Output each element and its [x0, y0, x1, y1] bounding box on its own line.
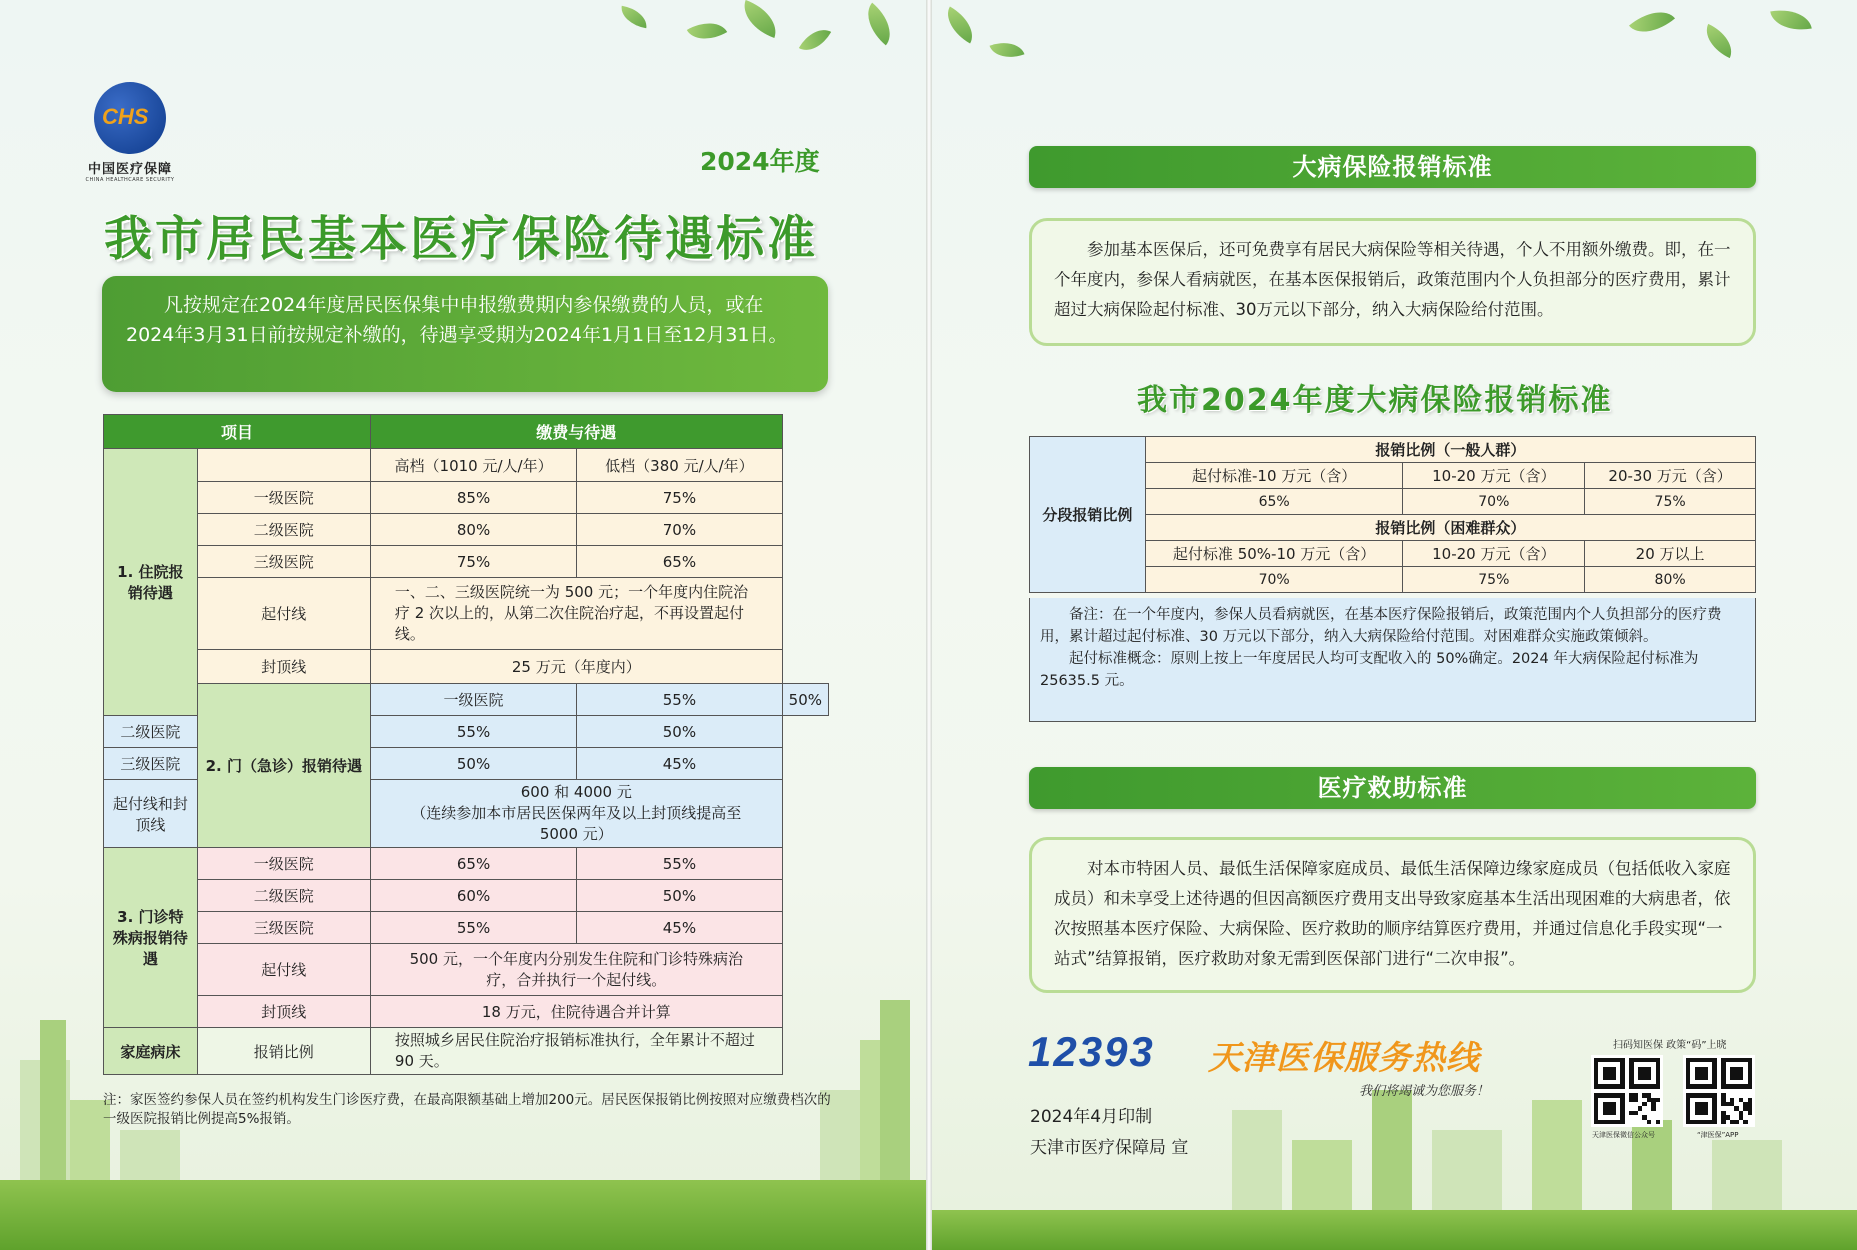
leaf-decoration: [799, 22, 831, 58]
chs-logo: [80, 82, 180, 183]
row-item: 起付线: [197, 944, 370, 996]
leaf-decoration: [939, 6, 981, 43]
row-item: 封顶线: [197, 996, 370, 1028]
row-low: 45%: [577, 912, 782, 944]
needy-header: 报销比例（困难群众）: [1145, 515, 1755, 541]
leaf-decoration: [1699, 24, 1739, 58]
chs-logo-mark: CHS: [94, 82, 166, 154]
row-high: 65%: [370, 848, 576, 880]
intro-text: 凡按规定在2024年度居民医保集中申报缴费期内参保缴费的人员，或在2024年3月31日前按规定补缴的，待遇享受期为2024年1月1日至12月31日。: [126, 294, 788, 346]
medical-assistance-text: 对本市特困人员、最低生活保障家庭成员、最低生活保障边缘家庭成员（包括低收入家庭成员）和未享受上述待遇的但因高额医疗费用支出导致家庭基本生活出现困难的大病患者，依次按照基本医疗保险、大病保险、医疗救助的顺序结算医疗费用，并通过信息化手段实现“一站式”结算报销，医疗救助对象无需到医保部门进行“二次申报”。: [1054, 859, 1731, 968]
row-item: 一级医院: [197, 482, 370, 514]
leaf-decoration: [1770, 5, 1812, 35]
critical-illness-text: 参加基本医保后，还可免费享有居民大病保险等相关待遇，个人不用额外缴费。即，在一个年度内，参保人看病就医，在基本医保报销后，政策范围内个人负担部分的医疗费用，累计超过大病保险起付标准、30万元以下部分，纳入大病保险给付范围。: [1054, 240, 1731, 319]
home-value: 按照城乡居民住院治疗报销标准执行，全年累计不超过90 天。: [370, 1028, 782, 1075]
row-item: 起付线: [197, 578, 370, 650]
leaf-decoration: [1629, 0, 1675, 44]
qr-caption: 扫码知医保 政策“码”上晓: [1613, 1040, 1727, 1051]
category-home: 家庭病床: [104, 1028, 198, 1075]
page-title: 我市居民基本医疗保险待遇标准: [104, 211, 819, 267]
row-high: 55%: [370, 912, 576, 944]
qr-code-icon: [1591, 1055, 1663, 1127]
general-range: 起付标准-10 万元（含）: [1145, 463, 1403, 489]
left-page: [0, 0, 926, 1250]
category-outpatient: 2. 门（急诊）报销待遇: [197, 684, 370, 848]
needy-rate: 80%: [1585, 567, 1756, 593]
qr2-label: “津医保”APP: [1697, 1131, 1739, 1139]
row-low: 50%: [577, 880, 782, 912]
general-header: 报销比例（一般人群）: [1145, 437, 1755, 463]
general-rate: 65%: [1145, 489, 1403, 515]
needy-rate: 70%: [1145, 567, 1403, 593]
special-cap: 18 万元，住院待遇合并计算: [370, 996, 782, 1028]
publisher: 天津市医疗保障局 宣: [1030, 1138, 1189, 1158]
leaf-decoration: [619, 6, 650, 29]
tier-low: 低档（380 元/人/年）: [577, 449, 782, 482]
row-item: 三级医院: [197, 546, 370, 578]
header-fee: 缴费与待遇: [370, 415, 782, 449]
general-range: 20-30 万元（含）: [1585, 463, 1756, 489]
row-item: 三级医院: [104, 748, 198, 780]
leaf-decoration: [687, 13, 727, 49]
row-item: 一级医院: [197, 848, 370, 880]
row-low: 65%: [577, 546, 782, 578]
general-range: 10-20 万元（含）: [1403, 463, 1585, 489]
hotline-title: 天津医保服务热线: [1208, 1038, 1480, 1077]
medical-assistance-box: [1029, 837, 1756, 993]
row-low: 45%: [577, 748, 782, 780]
row-high: 55%: [370, 716, 576, 748]
qr-code-icon: [1683, 1055, 1755, 1127]
note-remark: 备注：在一个年度内，参保人员看病就医，在基本医疗保险报销后，政策范围内个人负担部分的医疗费用，累计超过起付标准、30 万元以下部分，纳入大病保险给付范围。对困难群众实施政策倾斜。: [1040, 607, 1722, 645]
row-item: 封顶线: [197, 650, 370, 684]
intro-box: [102, 276, 828, 392]
row-low: 55%: [577, 848, 782, 880]
row-item: 报销比例: [197, 1028, 370, 1075]
needy-range: 10-20 万元（含）: [1403, 541, 1585, 567]
benefits-table: [103, 414, 829, 1075]
special-deductible: 500 元，一个年度内分别发生住院和门诊特殊病治疗，合并执行一个起付线。: [370, 944, 782, 996]
row-item: 三级医院: [197, 912, 370, 944]
side-label: 分段报销比例: [1030, 437, 1146, 593]
header-item: 项目: [104, 415, 371, 449]
year-label: 2024年度: [700, 147, 820, 176]
general-rate: 70%: [1403, 489, 1585, 515]
note-deductible-concept: 起付标准概念：原则上按上一年度居民人均可支配收入的 50%确定。2024 年大病保险起付标准为 25635.5 元。: [1040, 651, 1699, 689]
row-low: 75%: [577, 482, 782, 514]
row-item: 起付线和封顶线: [104, 780, 198, 848]
row-low: 50%: [577, 716, 782, 748]
outpatient-limit-line2: （连续参加本市居民医保两年及以上封顶线提高至 5000 元）: [411, 804, 742, 843]
hotline-number: 12393: [1028, 1028, 1155, 1075]
critical-illness-table: [1029, 436, 1756, 593]
needy-range: 20 万以上: [1585, 541, 1756, 567]
category-special: 3. 门诊特殊病报销待遇: [104, 848, 198, 1028]
leaf-decoration: [989, 35, 1024, 64]
qr1-label: 天津医保微信公众号: [1592, 1131, 1655, 1139]
table-cell: [197, 449, 370, 482]
row-low: 50%: [782, 684, 828, 716]
needy-rate: 75%: [1403, 567, 1585, 593]
row-low: 70%: [577, 514, 782, 546]
critical-illness-subtitle: 我市2024年度大病保险报销标准: [1137, 383, 1613, 418]
outpatient-limit-line1: 600 和 4000 元: [520, 783, 632, 801]
banner-critical-illness: 大病保险报销标准: [1029, 146, 1756, 188]
row-item: 二级医院: [104, 716, 198, 748]
inpatient-deductible: 一、二、三级医院统一为 500 元；一个年度内住院治疗 2 次以上的，从第二次住院治疗起，不再设置起付线。: [370, 578, 782, 650]
critical-illness-note: [1029, 598, 1756, 722]
row-high: 80%: [370, 514, 576, 546]
general-rate: 75%: [1585, 489, 1756, 515]
leaf-decoration: [737, 0, 783, 38]
tier-high: 高档（1010 元/人/年）: [370, 449, 576, 482]
critical-illness-box: [1029, 218, 1756, 346]
category-inpatient: 1. 住院报销待遇: [104, 449, 198, 716]
row-high: 75%: [370, 546, 576, 578]
row-item: 二级医院: [197, 514, 370, 546]
print-date: 2024年4月印制: [1030, 1107, 1153, 1127]
row-high: 60%: [370, 880, 576, 912]
needy-range: 起付标准 50%-10 万元（含）: [1145, 541, 1403, 567]
slogan: 我们将竭诚为您服务！: [1359, 1084, 1490, 1099]
row-item: 一级医院: [370, 684, 576, 716]
inpatient-cap: 25 万元（年度内）: [370, 650, 782, 684]
row-high: 55%: [577, 684, 782, 716]
outpatient-limit: [370, 780, 782, 848]
logo-name: 中国医疗保障: [87, 162, 172, 177]
row-high: 50%: [370, 748, 576, 780]
row-item: 二级医院: [197, 880, 370, 912]
footnote: 注：家医签约参保人员在签约机构发生门诊医疗费，在最高限额基础上增加200元。居民医保报销比例按照对应缴费档次的一级医院报销比例提高5%报销。: [103, 1092, 831, 1127]
leaf-decoration: [857, 3, 902, 46]
logo-subtitle: CHINA HEALTHCARE SECURITY: [85, 177, 175, 183]
banner-medical-assistance: 医疗救助标准: [1029, 767, 1756, 809]
row-high: 85%: [370, 482, 576, 514]
